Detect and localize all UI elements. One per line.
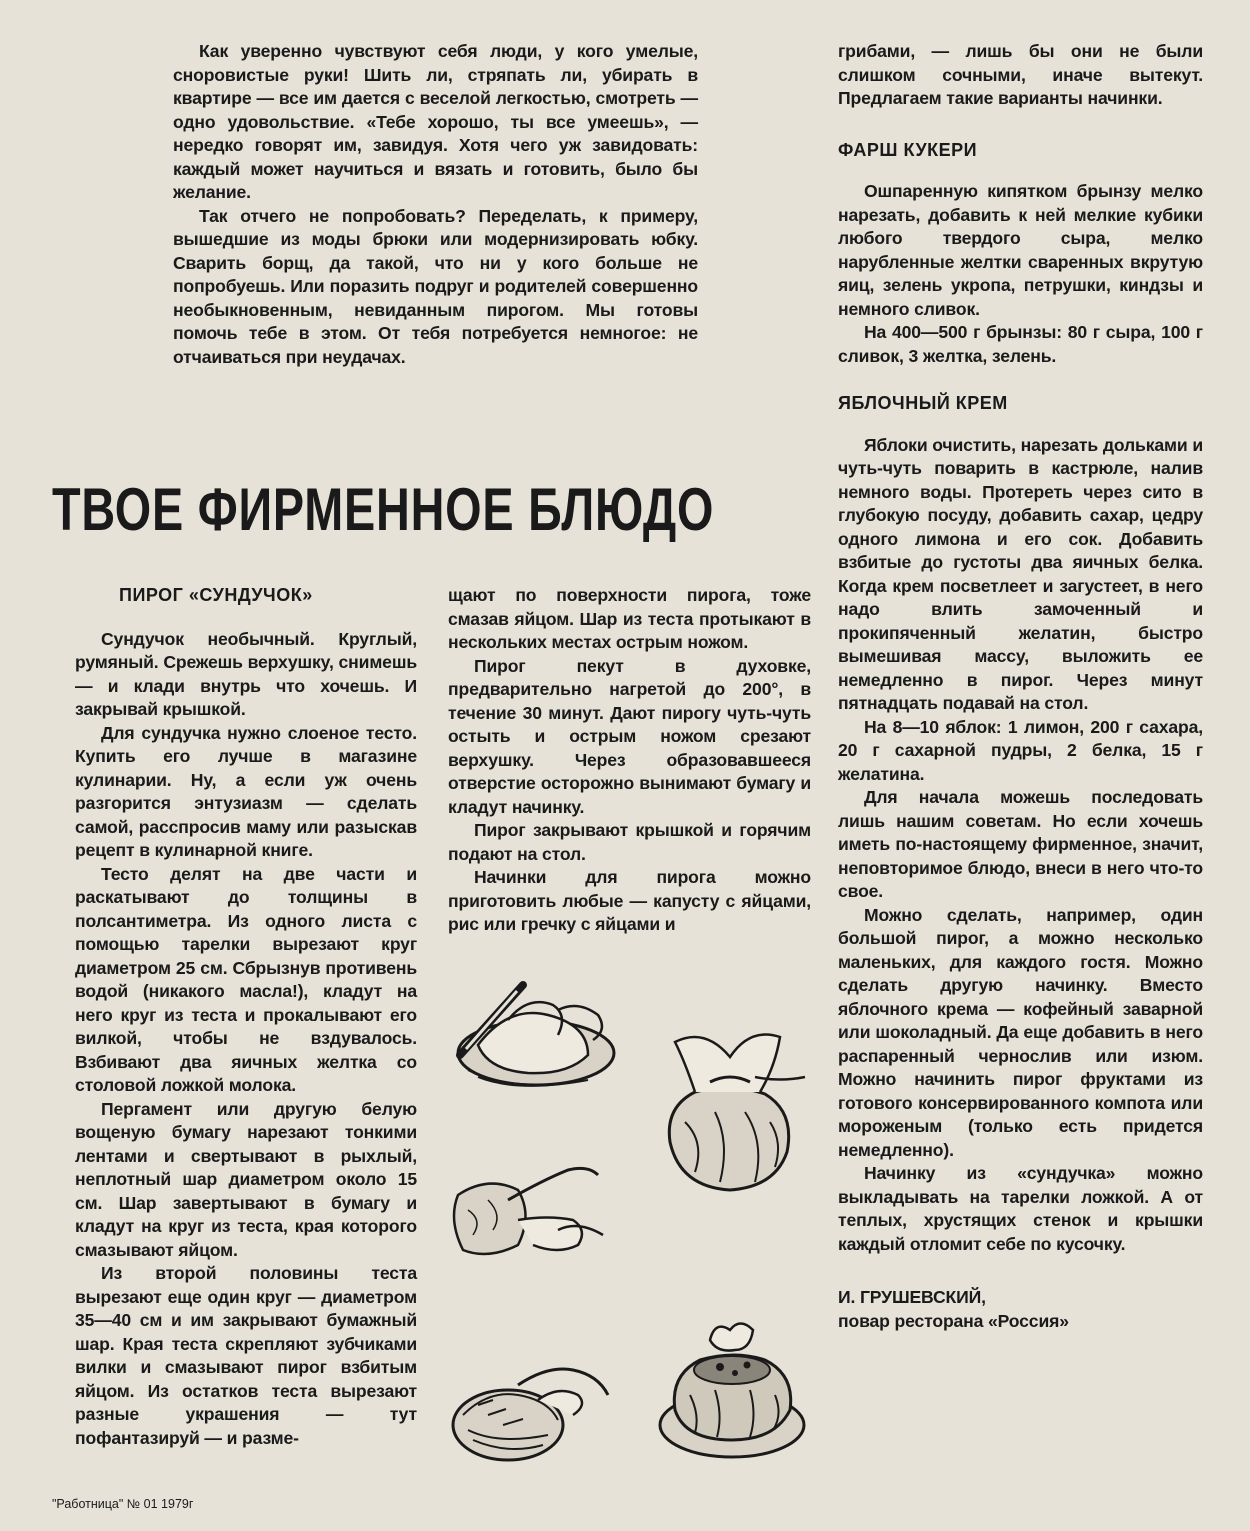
intro-paragraph: Так отчего не попробовать? Переделать, к примеру, вышедшие из моды брюки или модернизировать юбку. Сварить борщ, да такой, что ни у кого больше не попробуешь. Или поразить подруг и родителей совершенно необыкновенным, невиданным пирогом. Мы готовы помочь тебе в этом. От тебя потребуется немногое: не отчаиваться при неудачах.	[173, 205, 698, 367]
krem-paragraph: Яблоки очистить, нарезать дольками и чуть-чуть поварить в кастрюле, налив немного воды. Протереть через сито в глубокую посуду, добавить сахар, цедру одного лимона и его сок. Добавить взбитые до густоты два яичных белка. Когда крем посветлеет и загустеет, в него надо влить замоченный и прокипяченный желатин, быстро вымешивая массу, выложить ее немедленно в пирог. Через минут пятнадцать подавай на стол.	[838, 434, 1203, 713]
pie-paragraph: Пергамент или другую белую вощеную бумагу нарезают тонкими лентами и свертывают в рыхлый, неплотный шар диаметром около 15 см. Шар завертывают в бумагу и кладут на круг из теста, края которого смазывают яйцом.	[75, 1098, 417, 1260]
decorating-pie-illustration	[448, 1345, 618, 1465]
wrapped-pie-illustration	[655, 1022, 810, 1202]
pie-paragraph: Тесто делят на две части и раскатывают до толщины в полсантиметра. Из одного листа с помощью тарелки вырезают круг диаметром 25 см. Сбрызнув противень водой (никакого масла!), кладут на него круг из теста и прокалывают его вилкой, чтобы не вздувалось. Взбивают два яичных желтка со столовой ложкой молока.	[75, 863, 417, 1095]
krem-heading: ЯБЛОЧНЫЙ КРЕМ	[838, 393, 1008, 413]
pie-recipe-left-column	[75, 584, 417, 1450]
krem-paragraph: Для начала можешь последовать лишь нашим советам. Но если хочешь иметь по-настоящему фирменное, значит, неповторимое блюдо, внеси в него что-то свое.	[838, 787, 1203, 901]
intro-text	[173, 40, 698, 369]
rolling-dough-illustration	[448, 975, 618, 1095]
author-title: повар ресторана «Россия»	[838, 1310, 1069, 1331]
right-column	[838, 40, 1203, 1333]
pie-paragraph: Для сундучка нужно слоеное тесто. Купить его лучше в магазине кулинарии. Ну, а если уж очень разгорится энтузиазм — сделать самой, расспросив маму или разыскав рецепт в кулинарной книге.	[75, 722, 417, 860]
intro-paragraph: Как уверенно чувствуют себя люди, у кого умелые, сноровистые руки! Шить ли, стряпать ли, убирать в квартире — все им дается с веселой легкостью, смотреть — одно удовольствие. «Тебе хорошо, ты все умеешь», — нередко говорят им, завидуя. Хотя чего уж завидовать: каждый может научиться и вязать и готовить, было бы желание.	[173, 41, 698, 202]
pie-paragraph: Начинки для пирога можно приготовить любые — капусту с яйцами, рис или гречку с яйцами и	[448, 867, 811, 934]
source-note: "Работница" № 01 1979г	[52, 1497, 194, 1511]
pie-recipe-middle-column	[448, 584, 811, 937]
farsh-paragraph: Ошпаренную кипятком брынзу мелко нарезать, добавить к ней мелкие кубики любого твердого сыра, мелко нарубленные желтки сваренных вкрутую яиц, зелень укропа, петрушки, киндзы и немного сливок.	[838, 181, 1203, 319]
farsh-paragraph: На 400—500 г брынзы: 80 г сыра, 100 г сливок, 3 желтка, зелень.	[838, 322, 1203, 366]
author-name: И. ГРУШЕВСКИЙ,	[838, 1287, 986, 1307]
filling-intro-paragraph: грибами, — лишь бы они не были слишком сочными, иначе вытекут. Предлагаем такие варианты начинки.	[838, 41, 1203, 108]
krem-paragraph: На 8—10 яблок: 1 лимон, 200 г сахара, 20 г сахарной пудры, 2 белка, 15 г желатина.	[838, 716, 1203, 784]
krem-paragraph: Начинку из «сундучка» можно выкладывать на тарелки ложкой. А от теплых, хрустящих стенок и крышки каждый отломит себе по кусочку.	[838, 1163, 1203, 1254]
pie-heading: ПИРОГ «СУНДУЧОК»	[119, 585, 313, 605]
pie-paragraph: Пирог закрывают крышкой и горячим подают на стол.	[448, 820, 811, 864]
pie-paragraph: Пирог пекут в духовке, предварительно нагретой до 200°, в течение 30 минут. Дают пирогу чуть-чуть остыть и острым ножом срезают верхушку. Через образовавшееся отверстие осторожно вынимают бумагу и кладут начинку.	[448, 655, 811, 817]
paper-ball-illustration	[448, 1160, 618, 1270]
pie-paragraph: щают по поверхности пирога, тоже смазав яйцом. Шар из теста протыкают в нескольких местах острым ножом.	[448, 585, 811, 652]
farsh-heading: ФАРШ КУКЕРИ	[838, 139, 978, 160]
pie-paragraph: Сундучок необычный. Круглый, румяный. Срежешь верхушку, снимешь — и клади внутрь что хочешь. И закрывай крышкой.	[75, 628, 417, 719]
page-title: ТВОЕ ФИРМЕННОЕ БЛЮДО	[52, 476, 715, 543]
krem-paragraph: Можно сделать, например, один большой пирог, а можно несколько маленьких, для каждого гостя. Можно сделать другую начинку. Вместо яблочного крема — кофейный заварной или шоколадный. Да еще добавить в него распаренный чернослив или изюм. Можно начинить пирог фруктами из готового консервированного компота или мороженым (только есть придется немедленно).	[838, 904, 1203, 1160]
finished-pie-illustration	[655, 1315, 810, 1465]
pie-paragraph: Из второй половины теста вырезают еще один круг — диаметром 35—40 см и им закрывают бумажный шар. Края теста скрепляют зубчиками вилки и смазывают пирог взбитым яйцом. Из остатков теста вырезают разные украшения — тут пофантазируй — и разме-	[75, 1263, 417, 1448]
